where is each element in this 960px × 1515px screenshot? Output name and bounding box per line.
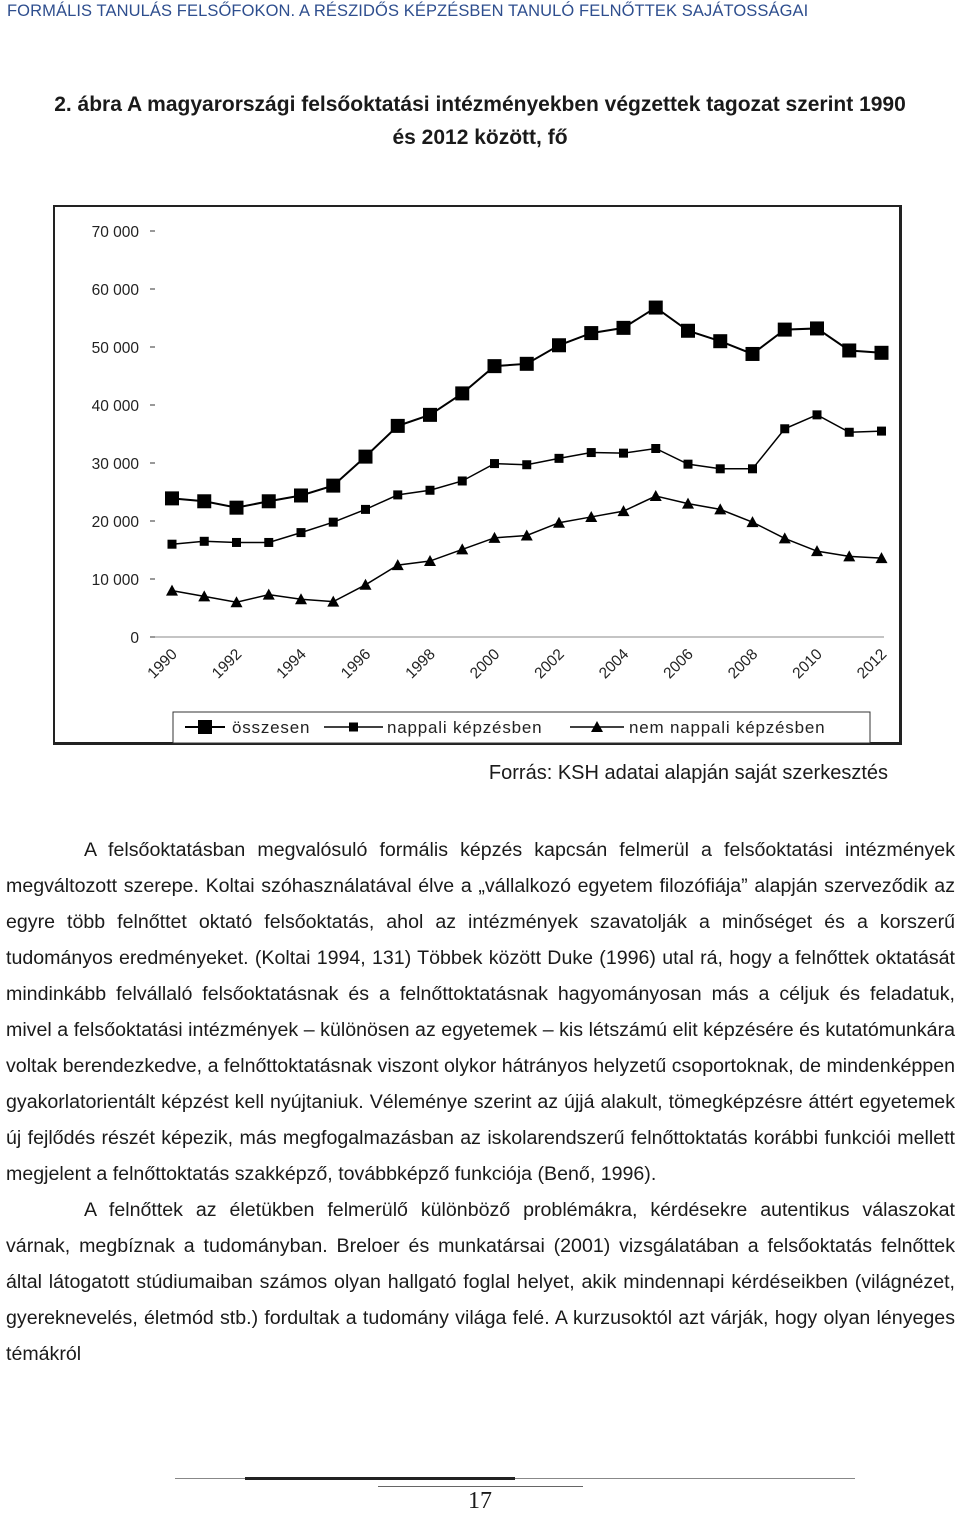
footer-divider-accent [245,1477,515,1480]
y-tick-label: 60 000 [91,282,139,299]
paragraph: A felnőttek az életükben felmerülő különböző problémákra, kérdésekre autentikus válaszokat várnak, megbíznak a tudományban. Breloer és munkatársai (2001) vizsgálatában a felsőoktatás felnőttek által látogatott stúdiumaiban számos olyan hallgató foglal helyet, akik mindennapi kérdéseikben (világnézet, gyereknevelés, életmód stb.) fordultak a tudomány világa felé. A kurzusoktól azt várják, hogy olyan lényeges témákról [6,1199,955,1365]
figure-title-line2: és 2012 között, fő [392,126,568,149]
data-point-marker [393,490,402,499]
series-line [172,308,882,508]
x-tick-label: 2004 [595,645,633,683]
data-point-marker [263,589,275,600]
data-point-marker [618,505,630,516]
figure-source: Forrás: KSH adatai alapján saját szerkesztés [488,762,888,784]
data-point-marker [842,343,856,357]
data-point-marker [748,464,757,473]
data-point-marker [716,464,725,473]
data-point-marker [168,540,177,549]
y-tick-label: 70 000 [91,224,139,241]
legend-label: nem nappali képzésben [629,718,826,737]
data-point-marker [651,444,660,453]
page-number: 17 [468,1488,492,1514]
data-point-marker [681,324,695,338]
data-point-marker [587,448,596,457]
data-point-marker [813,410,822,419]
data-point-marker [264,538,273,547]
data-point-marker [845,428,854,437]
x-tick-label: 2002 [531,645,568,683]
data-point-marker [349,723,358,732]
figure-title [0,88,960,154]
y-tick-label: 30 000 [91,456,139,473]
body-text [6,832,955,1372]
figure-title-line1: 2. ábra A magyarországi felsőoktatási intézményekben végzettek tagozat szerint 1990 [54,93,906,116]
data-point-marker [877,427,886,436]
y-tick-label: 50 000 [91,340,139,357]
data-point-marker [297,528,306,537]
data-point-marker [262,494,276,508]
data-point-marker [780,424,789,433]
data-point-marker [232,538,241,547]
data-point-marker [166,585,178,596]
y-tick-label: 0 [130,630,139,647]
legend-label: összesen [232,718,311,737]
x-tick-label: 1992 [208,645,246,683]
data-point-marker [361,505,370,514]
data-point-marker [713,334,727,348]
data-point-marker [200,537,209,546]
y-tick-label: 40 000 [91,398,139,415]
data-point-marker [778,323,792,337]
y-tick-label: 10 000 [91,572,139,589]
x-tick-label: 2012 [853,645,891,683]
x-tick-label: 1994 [273,645,310,683]
data-point-marker [329,518,338,527]
data-point-marker [555,454,564,463]
data-point-marker [359,450,373,464]
data-point-marker [520,357,534,371]
running-header: FORMÁLIS TANULÁS FELSŐFOKON. A RÉSZIDŐS KÉPZÉSBEN TANULÓ FELNŐTTEK SAJÁTOSSÁGAI [7,2,809,20]
data-point-marker [779,532,791,543]
x-tick-label: 1998 [402,645,439,683]
series-line [172,415,882,544]
x-tick-label: 2006 [660,645,697,683]
data-point-marker [875,346,889,360]
y-tick-label: 20 000 [91,514,139,531]
data-point-marker [490,459,499,468]
x-tick-label: 2008 [724,645,762,683]
data-point-marker [584,326,598,340]
data-point-marker [294,488,308,502]
data-point-marker [424,555,436,566]
data-point-marker [360,579,372,590]
data-point-marker [649,301,663,315]
data-point-marker [810,321,824,335]
data-point-marker [391,419,405,433]
x-tick-label: 1996 [337,645,375,683]
data-point-marker [458,476,467,485]
x-tick-label: 1990 [144,645,181,683]
data-point-marker [230,501,244,515]
data-point-marker [423,408,437,422]
data-point-marker [552,338,566,352]
data-point-marker [650,490,662,501]
data-point-marker [521,530,533,541]
data-point-marker [746,347,760,361]
legend-label: nappali képzésben [387,718,543,737]
data-point-marker [197,494,211,508]
footer-divider-thin [378,1486,583,1487]
data-point-marker [617,321,631,335]
data-point-marker [326,479,340,493]
data-point-marker [488,359,502,373]
data-point-marker [426,486,435,495]
data-point-marker [455,386,469,400]
data-point-marker [165,491,179,505]
data-point-marker [811,545,823,556]
x-tick-label: 2010 [789,645,826,683]
data-point-marker [198,720,212,734]
data-point-marker [456,543,468,554]
data-point-marker [522,460,531,469]
data-point-marker [747,516,759,527]
data-point-marker [684,460,693,469]
series-line [172,496,882,602]
data-point-marker [619,449,628,458]
paragraph: A felsőoktatásban megvalósuló formális képzés kapcsán felmerül a felsőoktatási intézmények megváltozott szerepe. Koltai szóhasználatával élve a „vállalkozó egyetem filozófiája” alapján szerveződik az egyre több felnőttet oktató felsőoktatás, ahol az intézmények szavatolják a minőséget és a korszerű tudományos eredményeket. (Koltai 1994, 131) Többek között Duke (1996) utal rá, hogy a felnőttek oktatását mindinkább felvállaló felsőoktatásnak és a felnőttoktatásnak hagyományosan más a céljuk és feladatuk, mivel a felsőoktatási intézmények – különösen az egyetemek – kis létszámú elit képzésére és kutatómunkára voltak berendezkedve, a felnőttoktatásnak viszont olykor hátrányos helyzetű csoportoknak, de mindenképpen gyakorlatorientált képzést kell nyújtaniuk. Véleménye szerint az újjá alakult, tömegképzésre áttért egyetemek új fejlődés részét képezik, más megfogalmazásban az iskolarendszerű felnőttoktatás korábbi funkciói mellett megjelent a felnőttoktatás szakképző, továbbképző funkciója (Benő, 1996). [6,839,955,1185]
x-tick-label: 2000 [466,645,504,683]
line-chart [53,205,902,745]
